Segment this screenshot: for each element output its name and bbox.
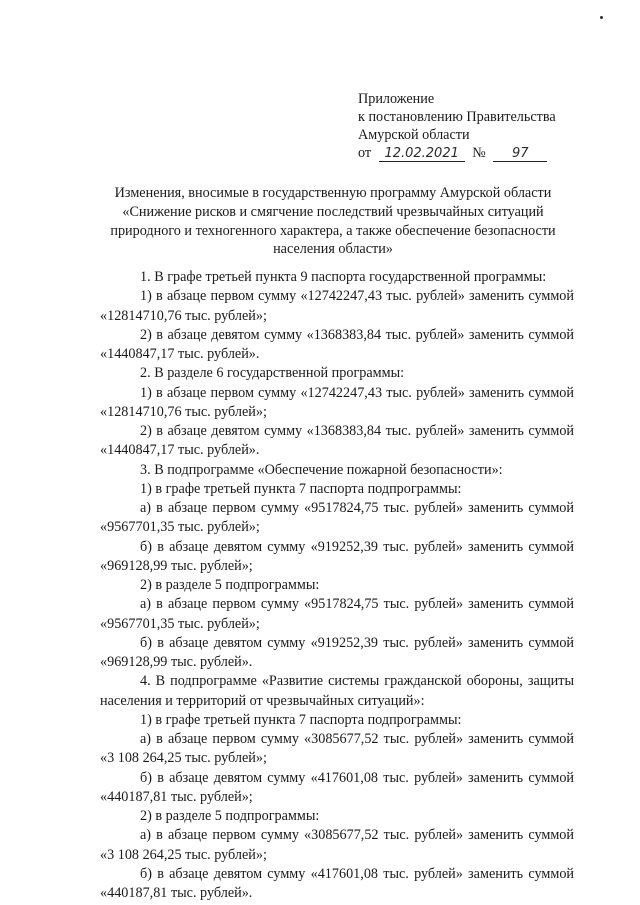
appendix-date-line: [358, 144, 556, 162]
paragraph: 1) в графе третьей пункта 7 паспорта подпрограммы:: [140, 480, 462, 497]
paragraph: 2) в абзаце девятом сумму «1368383,84 тыс. рублей» заменить суммой «1440847,17 тыс. рублей».: [100, 326, 574, 362]
paragraph: 2. В разделе 6 государственной программы:: [140, 365, 405, 382]
paragraph: б) в абзаце девятом сумму «919252,39 тыс. рублей» заменить суммой «969128,99 тыс. рублей».: [100, 634, 574, 670]
paragraph: 3. В подпрограмме «Обеспечение пожарной безопасности»:: [140, 461, 503, 478]
paragraph: 2) в абзаце девятом сумму «1368383,84 тыс. рублей» заменить суммой «1440847,17 тыс. рублей».: [100, 423, 574, 459]
paragraph: 1. В графе третьей пункта 9 паспорта государственной программы:: [140, 269, 547, 285]
appendix-label: Приложение: [358, 91, 435, 107]
date-prefix: от: [358, 145, 372, 161]
paragraph: 2) в разделе 5 подпрограммы:: [140, 577, 320, 593]
paragraph: б) в абзаце девятом сумму «417601,08 тыс. рублей» заменить суммой «440187,81 тыс. рублей»;: [100, 769, 574, 805]
document-body: [100, 268, 574, 903]
paragraph: а) в абзаце первом сумму «9517824,75 тыс. рублей» заменить суммой «9567701,35 тыс. рублей»;: [100, 500, 574, 536]
appendix-decree-line: к постановлению Правительства: [358, 109, 556, 125]
paragraph: 4. В подпрограмме «Развитие системы гражданской обороны, защиты населения и территорий от чрезвычайных ситуаций»:: [100, 673, 574, 709]
paragraph: а) в абзаце первом сумму «3085677,52 тыс. рублей» заменить суммой «3 108 264,25 тыс. рублей»;: [100, 731, 574, 767]
document-title: [96, 184, 570, 259]
appendix-region-line: Амурской области: [358, 127, 470, 143]
paragraph: 1) в графе третьей пункта 7 паспорта подпрограммы:: [140, 711, 462, 728]
paragraph: 1) в абзаце первом сумму «12742247,43 тыс. рублей» заменить суммой «12814710,76 тыс. рублей»;: [100, 288, 574, 324]
scan-dot-mark: [600, 16, 603, 19]
paragraph: 1) в абзаце первом сумму «12742247,43 тыс. рублей» заменить суммой «12814710,76 тыс. рублей»;: [100, 384, 574, 420]
appendix-header: [358, 90, 556, 162]
title-line-3: природного и техногенного характера, а также обеспечение безопасности: [110, 222, 556, 239]
title-line-1: Изменения, вносимые в государственную программу Амурской области: [114, 185, 552, 201]
number-prefix: №: [472, 145, 486, 161]
paragraph: б) в абзаце девятом сумму «919252,39 тыс. рублей» заменить суммой «969128,99 тыс. рублей»;: [100, 538, 574, 574]
handwritten-number: 97: [493, 147, 547, 162]
paragraph: а) в абзаце первом сумму «3085677,52 тыс. рублей» заменить суммой «3 108 264,25 тыс. рублей»;: [100, 827, 574, 863]
paragraph: 2) в разделе 5 подпрограммы:: [140, 808, 320, 824]
paragraph: б) в абзаце девятом сумму «417601,08 тыс. рублей» заменить суммой «440187,81 тыс. рублей».: [100, 865, 574, 901]
title-line-2: «Снижение рисков и смягчение последствий чрезвычайных ситуаций: [122, 203, 544, 220]
handwritten-date: 12.02.2021: [379, 147, 465, 162]
paragraph: а) в абзаце первом сумму «9517824,75 тыс. рублей» заменить суммой «9567701,35 тыс. рублей»;: [100, 596, 574, 632]
title-line-4: населения области»: [273, 241, 393, 258]
